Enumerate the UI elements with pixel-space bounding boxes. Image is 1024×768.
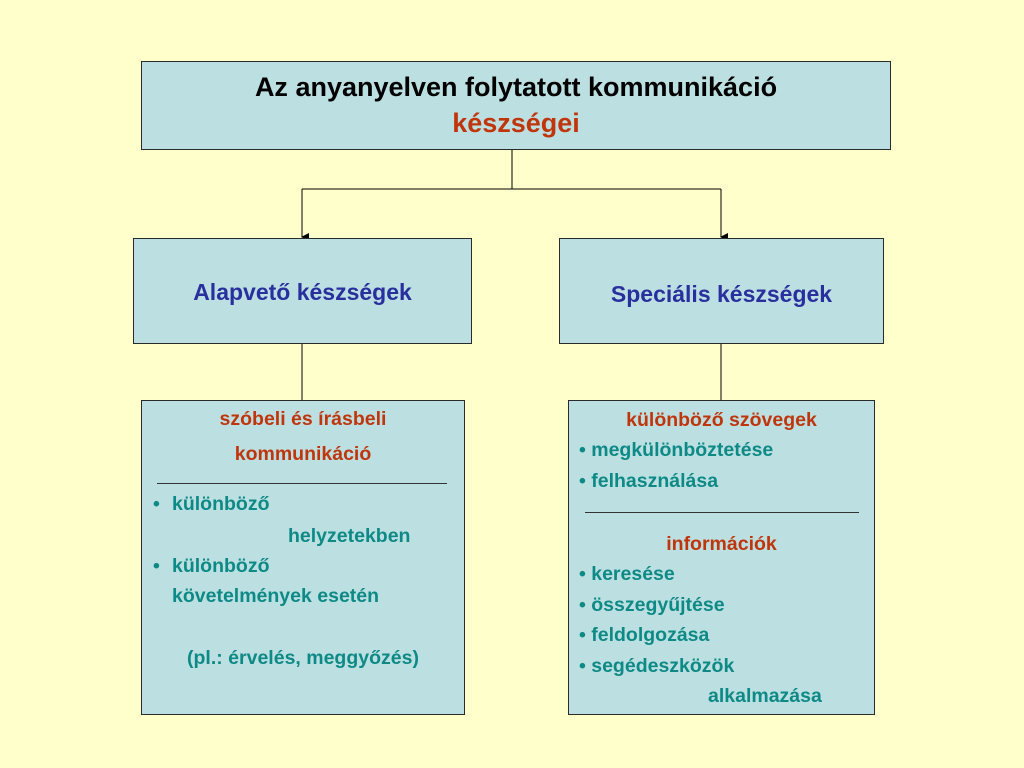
basic-skills-box	[133, 238, 472, 344]
right-item-2: • felhasználása	[579, 470, 719, 492]
left-example: (pl.: érvelés, meggyőzés)	[187, 647, 419, 669]
left-item-1-line-1: különböző	[172, 493, 270, 515]
left-item-2-line-1: különböző	[172, 555, 270, 577]
left-separator	[157, 483, 447, 484]
basic-skills-label: Alapvető készségek	[193, 279, 412, 305]
special-skills-label: Speciális készségek	[610, 281, 833, 307]
right-item-6: • segédeszközök	[579, 655, 735, 677]
right-item-5: • feldolgozása	[579, 624, 710, 646]
left-heading-line-1: szóbeli és írásbeli	[219, 408, 387, 430]
title-box	[141, 61, 891, 150]
right-heading-1: különböző szövegek	[626, 409, 817, 431]
title-line-2: készségei	[452, 108, 580, 138]
special-skills-detail-box	[568, 400, 875, 715]
left-item-1-line-2: helyzetekben	[288, 525, 411, 547]
right-heading-2: információk	[666, 533, 777, 555]
right-item-3: • keresése	[579, 563, 675, 585]
basic-skills-detail-box	[141, 400, 465, 715]
right-item-1: • megkülönböztetése	[579, 439, 774, 461]
title-line-1: Az anyanyelven folytatott kommunikáció	[254, 72, 778, 102]
right-separator	[585, 512, 859, 513]
right-item-6-continuation: alkalmazása	[708, 685, 822, 707]
left-bullet-2: •	[153, 555, 160, 577]
left-heading-line-2: kommunikáció	[234, 443, 372, 465]
left-item-2-line-2: követelmények esetén	[172, 585, 380, 607]
right-item-4: • összegyűjtése	[579, 594, 725, 616]
special-skills-box	[559, 238, 884, 344]
left-bullet-1: •	[153, 493, 160, 515]
